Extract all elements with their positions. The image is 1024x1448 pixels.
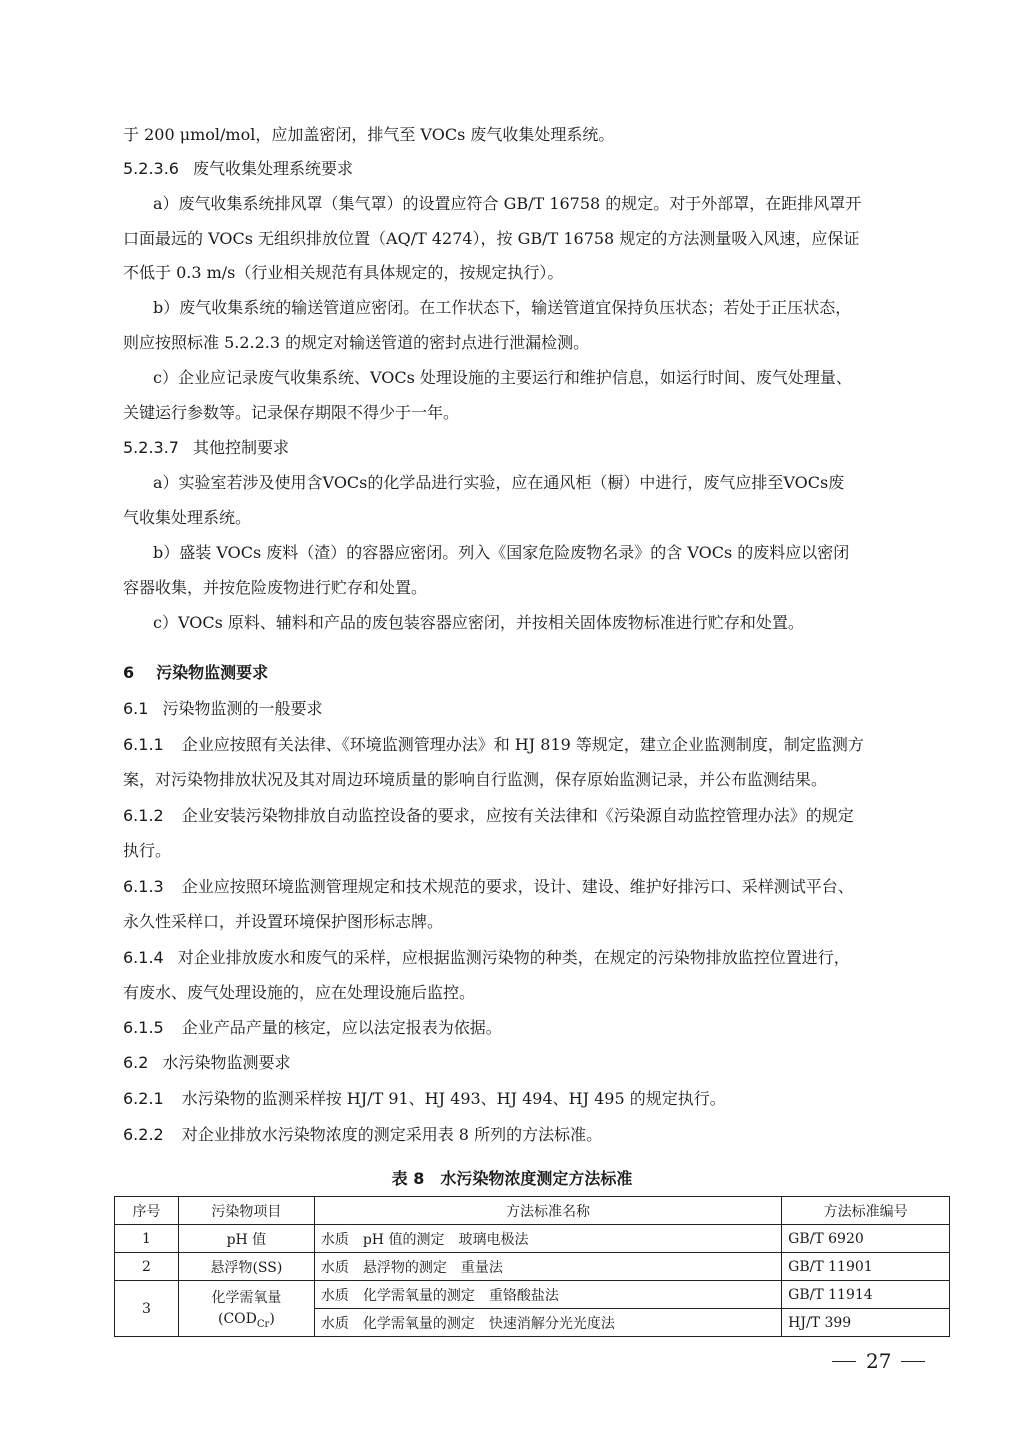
- section-title: 水污染物监测要求: [162, 1053, 291, 1072]
- column-header: 污染物项目: [178, 1197, 314, 1225]
- clause-text: 企业产品产量的核定，应以法定报表为依据。: [181, 1018, 502, 1037]
- clause-6-1-4: [123, 947, 850, 969]
- page-number: 27: [866, 1349, 892, 1373]
- table-title: 水污染物浓度测定方法标准: [440, 1169, 633, 1188]
- paragraph-line: 有废水、废气处理设施的，应在处理设施后监控。: [123, 983, 476, 1002]
- section-number: 6.2: [123, 1053, 149, 1072]
- paragraph-line: 则应按照标准 5.2.2.3 的规定对输送管道的密封点进行泄漏检测。: [123, 333, 590, 352]
- cod-close: ): [269, 1311, 275, 1328]
- cell-item-line2: [185, 1311, 308, 1330]
- paragraph-line: 于 200 μmol/mol，应加盖密闭，排气至 VOCs 废气收集处理系统。: [123, 125, 615, 144]
- clause-text: 企业应按照有关法律、《环境监测管理办法》和 HJ 819 等规定，建立企业监测制度，制定监测方: [181, 735, 864, 754]
- column-header: 方法标准名称: [314, 1197, 781, 1225]
- column-header: 序号: [115, 1197, 179, 1225]
- clause-text: 对企业排放水污染物浓度的测定采用表 8 所列的方法标准。: [181, 1125, 603, 1144]
- section-heading-6-1: [123, 698, 322, 720]
- column-header: 方法标准编号: [782, 1197, 950, 1225]
- clause-number: 6.1.3: [123, 877, 164, 896]
- cell-no: 2: [115, 1253, 179, 1281]
- clause-text: 水污染物的监测采样按 HJ/T 91、HJ 493、HJ 494、HJ 495 的规定执行。: [181, 1089, 726, 1108]
- clause-6-1-2: [123, 805, 854, 827]
- paragraph-line: b）盛装 VOCs 废料（渣）的容器应密闭。列入《国家危险废物名录》的含 VOCs 的废料应以密闭: [153, 543, 850, 562]
- cod-text: (COD: [217, 1311, 257, 1328]
- cell-item: [178, 1281, 314, 1337]
- section-heading-5-2-3-6: [123, 158, 353, 180]
- cell-method: 水质 悬浮物的测定 重量法: [314, 1253, 781, 1281]
- clause-number: 6.1.4: [123, 948, 164, 967]
- clause-6-2-2: [123, 1124, 602, 1146]
- clause-number: 6.1.5: [123, 1018, 164, 1037]
- paragraph-line: b）废气收集系统的输送管道应密闭。在工作状态下，输送管道宜保持负压状态；若处于正压状态，: [153, 298, 852, 317]
- cell-item: pH 值: [178, 1225, 314, 1253]
- clause-6-1-3: [123, 876, 854, 898]
- clause-6-1-5: [123, 1017, 502, 1039]
- cod-subscript: Cr: [256, 1318, 270, 1330]
- paragraph-line: 永久性采样口，并设置环境保护图形标志牌。: [123, 912, 444, 931]
- cell-item: 悬浮物(SS): [178, 1253, 314, 1281]
- cell-code: GB/T 6920: [782, 1225, 950, 1253]
- section-title: 其他控制要求: [192, 438, 289, 457]
- section-heading-6-2: [123, 1052, 290, 1074]
- cell-code: GB/T 11914: [782, 1281, 950, 1309]
- cell-code: HJ/T 399: [782, 1309, 950, 1337]
- table-row: [115, 1281, 950, 1309]
- clause-text: 企业安装污染物排放自动监控设备的要求，应按有关法律和《污染源自动监控管理办法》的规定: [181, 806, 854, 825]
- paragraph-line: 执行。: [123, 841, 172, 860]
- cell-code: GB/T 11901: [782, 1253, 950, 1281]
- section-title: 污染物监测要求: [156, 663, 269, 682]
- section-number: 5.2.3.7: [123, 438, 179, 457]
- section-number: 5.2.3.6: [123, 159, 179, 178]
- table-number: 表 8: [391, 1169, 425, 1188]
- clause-number: 6.1.1: [123, 735, 164, 754]
- paragraph-line: 气收集处理系统。: [123, 508, 252, 527]
- clause-text: 对企业排放废水和废气的采样，应根据监测污染物的种类，在规定的污染物排放监控位置进行，: [177, 948, 850, 967]
- page-footer: [822, 1349, 935, 1373]
- clause-number: 6.2.1: [123, 1089, 164, 1108]
- section-heading-5-2-3-7: [123, 437, 289, 459]
- paragraph-line: 关键运行参数等。记录保存期限不得少于一年。: [123, 403, 460, 422]
- paragraph-line: c）企业应记录废气收集系统、VOCs 处理设施的主要运行和维护信息，如运行时间、废气处理量、: [153, 368, 852, 387]
- paragraph-line: 容器收集，并按危险废物进行贮存和处置。: [123, 578, 428, 597]
- paragraph-line: 口面最远的 VOCs 无组织排放位置（AQ/T 4274），按 GB/T 16758 规定的方法测量吸入风速，应保证: [123, 229, 860, 248]
- table-caption: [0, 1166, 1024, 1189]
- cell-method: 水质 化学需氧量的测定 重铬酸盐法: [314, 1281, 781, 1309]
- cell-method: 水质 化学需氧量的测定 快速消解分光光度法: [314, 1309, 781, 1337]
- table-header-row: [115, 1197, 950, 1225]
- cell-method: 水质 pH 值的测定 玻璃电极法: [314, 1225, 781, 1253]
- footer-dash-left: [832, 1361, 856, 1362]
- clause-number: 6.2.2: [123, 1125, 164, 1144]
- cell-item-line1: 化学需氧量: [211, 1290, 282, 1307]
- table-row: [115, 1253, 950, 1281]
- clause-6-2-1: [123, 1088, 726, 1110]
- clause-number: 6.1.2: [123, 806, 164, 825]
- paragraph-line: 不低于 0.3 m/s（行业相关规范有具体规定的，按规定执行）。: [123, 263, 564, 282]
- paragraph-line: a）废气收集系统排风罩（集气罩）的设置应符合 GB/T 16758 的规定。对于外部罩，在距排风罩开: [153, 194, 862, 213]
- cell-no: 1: [115, 1225, 179, 1253]
- section-title: 废气收集处理系统要求: [192, 159, 353, 178]
- paragraph-line: 案，对污染物排放状况及其对周边环境质量的影响自行监测，保存原始监测记录，并公布监测结果。: [123, 770, 828, 789]
- section-number: 6: [123, 663, 135, 682]
- paragraph-line: c）VOCs 原料、辅料和产品的废包装容器应密闭，并按相关固体废物标准进行贮存和处置。: [153, 613, 804, 632]
- clause-6-1-1: [123, 734, 864, 756]
- footer-dash-right: [901, 1361, 925, 1362]
- paragraph-line: a）实验室若涉及使用含VOCs的化学品进行实验，应在通风柜（橱）中进行，废气应排至VOCs废: [153, 473, 845, 492]
- chapter-heading-6: [123, 662, 268, 684]
- section-number: 6.1: [123, 699, 149, 718]
- clause-text: 企业应按照环境监测管理规定和技术规范的要求，设计、建设、维护好排污口、采样测试平台、: [181, 877, 854, 896]
- table-row: [115, 1225, 950, 1253]
- standards-table: [114, 1196, 950, 1337]
- cell-no: 3: [115, 1281, 179, 1337]
- section-title: 污染物监测的一般要求: [162, 699, 323, 718]
